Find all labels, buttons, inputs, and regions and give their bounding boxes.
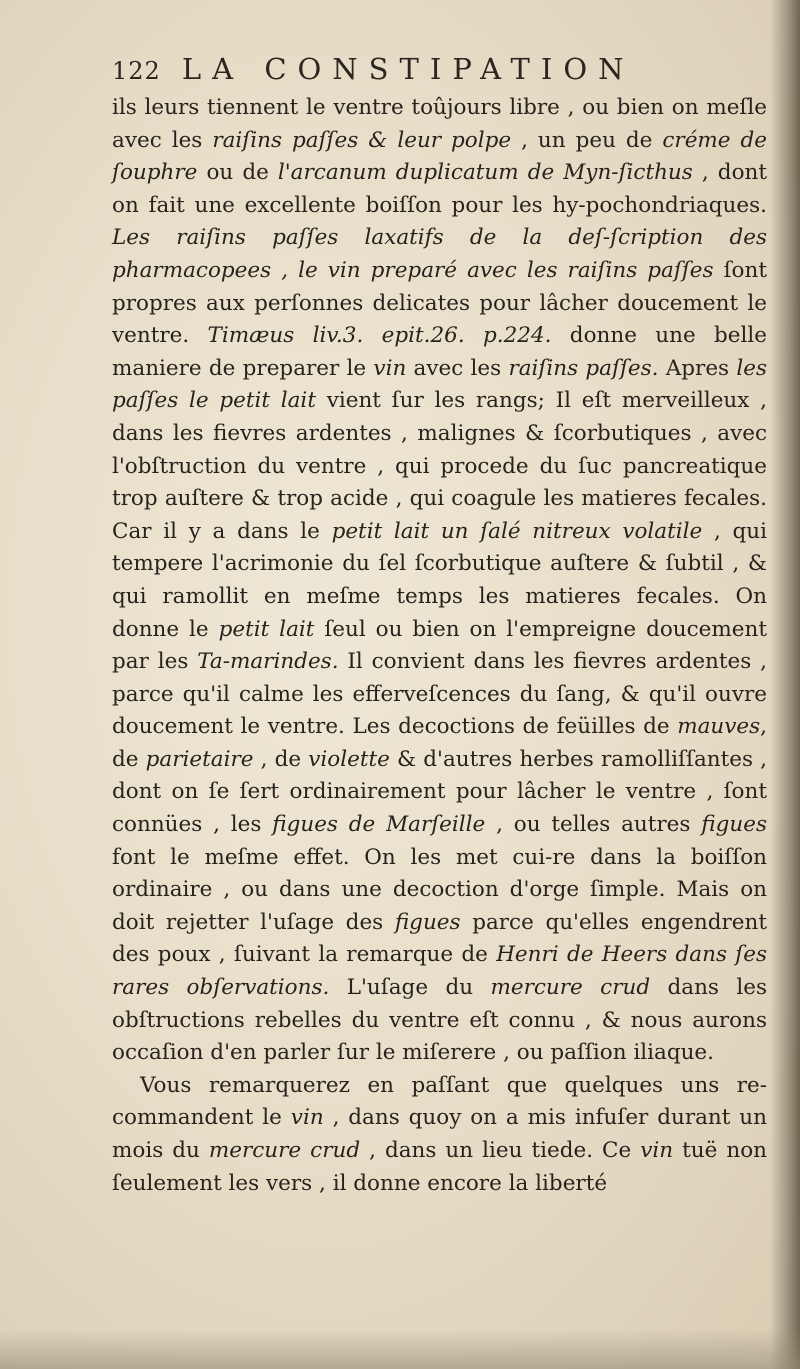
text-run: vient ſur les rangs; Il eſt merveilleux , dans les fievres ardentes , malignes & ſcorbutiques , avec l'obſtruction du ventre , qui procede du ſuc pancreatique trop auſtere & trop acide , qui coagule les matieres fecales. Car il y a dans le bbox=[112, 388, 767, 544]
italic-run: vin bbox=[640, 1138, 674, 1163]
italic-run: figues bbox=[701, 812, 767, 838]
text-run: tuë non ſeulement les vers , il donne encore la liberté bbox=[112, 1138, 767, 1196]
italic-run: raiſins paſſes. bbox=[508, 355, 659, 381]
italic-run: mercure crud bbox=[208, 1138, 361, 1163]
italic-run: vin bbox=[290, 1105, 324, 1131]
text-run: font le meſme effet. On les met cui-re dans la boiſſon ordinaire , ou dans une decoction d'orge ſimple. Mais on doit rejetter l'uſage des bbox=[112, 844, 767, 935]
running-head bbox=[112, 52, 762, 92]
italic-run: mauves bbox=[677, 714, 761, 740]
italic-run: violette bbox=[308, 746, 390, 772]
text-run: , ou telles autres bbox=[485, 812, 702, 838]
italic-run: créme de ſouphre bbox=[112, 127, 767, 186]
text-run: ſeul ou bien on l'empreigne doucement par les bbox=[112, 616, 767, 675]
text-run: donne une belle maniere de preparer le bbox=[112, 323, 768, 381]
italic-run: petit lait bbox=[218, 616, 315, 642]
italic-run: parietaire bbox=[145, 746, 254, 772]
italic-run: les paſſes le petit lait bbox=[112, 355, 767, 414]
page-edge-shadow bbox=[770, 0, 800, 1369]
text-run: Il convient dans les fievres ardentes , parce qu'il calme les efferveſcences du ſang, & qu'il ouvre doucement le ventre. Les decoctions de feüilles de bbox=[112, 649, 767, 740]
text-run: Apres bbox=[658, 355, 737, 381]
italic-run: Ta-marindes. bbox=[197, 649, 339, 675]
italic-run: Henri de Heers dans ſes rares obſervations. bbox=[112, 942, 767, 1001]
italic-run: Timæus liv.3. epit.26. p.224. bbox=[207, 323, 552, 349]
paragraph bbox=[112, 92, 767, 1070]
italic-run: figues de Marſeille bbox=[272, 812, 486, 838]
text-run: , dans un lieu tiede. Ce bbox=[360, 1138, 641, 1163]
text-run: L'uſage du bbox=[329, 975, 491, 1001]
italic-run: petit lait un ſalé nitreux volatile bbox=[331, 518, 703, 544]
text-run: avec les bbox=[406, 355, 509, 381]
text-run: ou de bbox=[197, 160, 278, 186]
text-run: , de bbox=[253, 746, 309, 772]
text-run: parce qu'elles engendrent des poux , ſuivant la remarque de bbox=[112, 909, 767, 968]
text-run: & d'autres herbes ramolliſſantes , dont on ſe ſert ordinairement pour lâcher le ventre , ſont connües , les bbox=[112, 746, 767, 838]
text-run: ſont propres aux perſonnes delicates pour lâcher doucement le ventre. bbox=[112, 257, 767, 349]
text-run: ils leurs tiennent le ventre toûjours libre , ou bien on meſle avec les bbox=[112, 95, 767, 153]
text-run: , un peu de bbox=[511, 127, 663, 153]
text-run: Vous remarquerez en paſſant que quelques uns re-commandent le bbox=[112, 1072, 767, 1131]
text-run: dans les obſtructions rebelles du ventre eſt connu , & nous aurons occaſion d'en parler ſur le miſerere , ou paſſion iliaque. bbox=[112, 975, 767, 1066]
italic-run: vin bbox=[373, 355, 407, 381]
text-run: , de bbox=[112, 714, 767, 772]
page-bottom-shadow bbox=[0, 1329, 800, 1369]
running-title: LA CONSTIPATION bbox=[181, 52, 635, 86]
italic-run: mercure crud bbox=[490, 975, 651, 1001]
text-run: , dont on fait une excellente boiſſon pour les hy-pochondriaques. bbox=[112, 160, 767, 218]
body-text bbox=[112, 92, 767, 1200]
italic-run: l'arcanum duplicatum de Myn-ſicthus bbox=[277, 160, 693, 186]
text-run: , qui tempere l'acrimonie du ſel ſcorbutique auſtere & ſubtil , & qui ramollit en meſme temps les matieres fecales. On donne le bbox=[112, 518, 767, 642]
text-run: , dans quoy on a mis infuſer durant un mois du bbox=[112, 1105, 767, 1163]
page-number: 122 bbox=[112, 57, 161, 85]
italic-run: raiſins paſſes & leur polpe bbox=[212, 127, 512, 153]
italic-run: Les raiſins paſſes laxatifs de la deſ-ſcription des pharmacopees , le vin preparé avec les raiſins paſſes bbox=[112, 225, 767, 283]
italic-run: figues bbox=[394, 909, 461, 935]
paragraph bbox=[112, 1070, 767, 1200]
